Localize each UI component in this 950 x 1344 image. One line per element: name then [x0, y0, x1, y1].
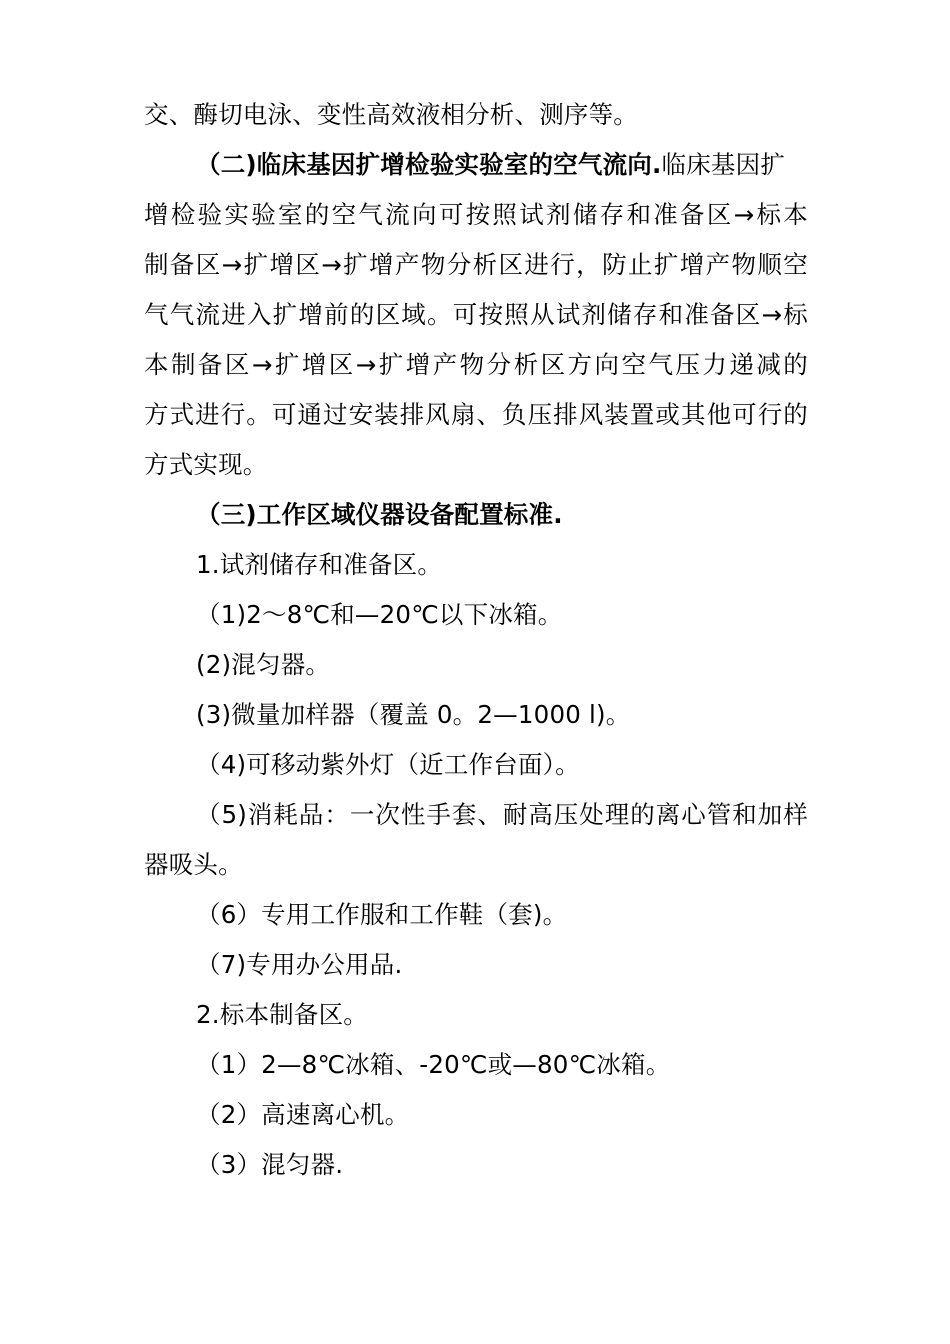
list-item: 2.标本制备区。 — [196, 1000, 368, 1029]
list-item: （1)2～8℃和—20℃以下冰箱。 — [196, 600, 563, 629]
list-item: （7)专用办公用品. — [196, 950, 403, 979]
list-item: （2）高速离心机。 — [196, 1100, 410, 1129]
list-item: （6）专用工作服和工作鞋（套)。 — [196, 900, 568, 929]
paragraph-line: 交、酶切电泳、变性高效液相分析、测序等。 — [144, 100, 638, 129]
heading-text: （二)临床基因扩增检验实验室的空气流向. — [196, 150, 662, 179]
section-heading-air-flow — [144, 140, 808, 190]
paragraph-line: 增检验实验室的空气流向可按照试剂储存和准备区→标本 — [144, 200, 808, 229]
list-item: （5)消耗品：一次性手套、耐高压处理的离心管和加样 — [196, 800, 808, 829]
list-item: （3）混匀器. — [196, 1150, 344, 1179]
paragraph-line: 方式进行。可通过安装排风扇、负压排风装置或其他可行的 — [144, 400, 808, 429]
paragraph-line: 气气流进入扩增前的区域。可按照从试剂储存和准备区→标 — [144, 300, 808, 329]
list-item: （4)可移动紫外灯（近工作台面）。 — [196, 750, 580, 779]
list-item: (3)微量加样器（覆盖 0。2—1000 l)。 — [196, 700, 631, 729]
paragraph-line: 制备区→扩增区→扩增产物分析区进行，防止扩增产物顺空 — [144, 250, 808, 279]
section-heading-equipment: （三)工作区域仪器设备配置标准. — [196, 500, 563, 529]
list-item: (2)混匀器。 — [196, 650, 331, 679]
document-body — [144, 90, 808, 1190]
list-item-continuation: 器吸头。 — [144, 850, 243, 879]
paragraph-line: 方式实现。 — [144, 450, 268, 479]
paragraph-text: 临床基因扩 — [661, 150, 786, 179]
list-item: （1）2—8℃冰箱、-20℃或—80℃冰箱。 — [196, 1050, 671, 1079]
paragraph-line: 本制备区→扩增区→扩增产物分析区方向空气压力递减的 — [144, 350, 808, 379]
list-item: 1.试剂储存和准备区。 — [196, 550, 443, 579]
